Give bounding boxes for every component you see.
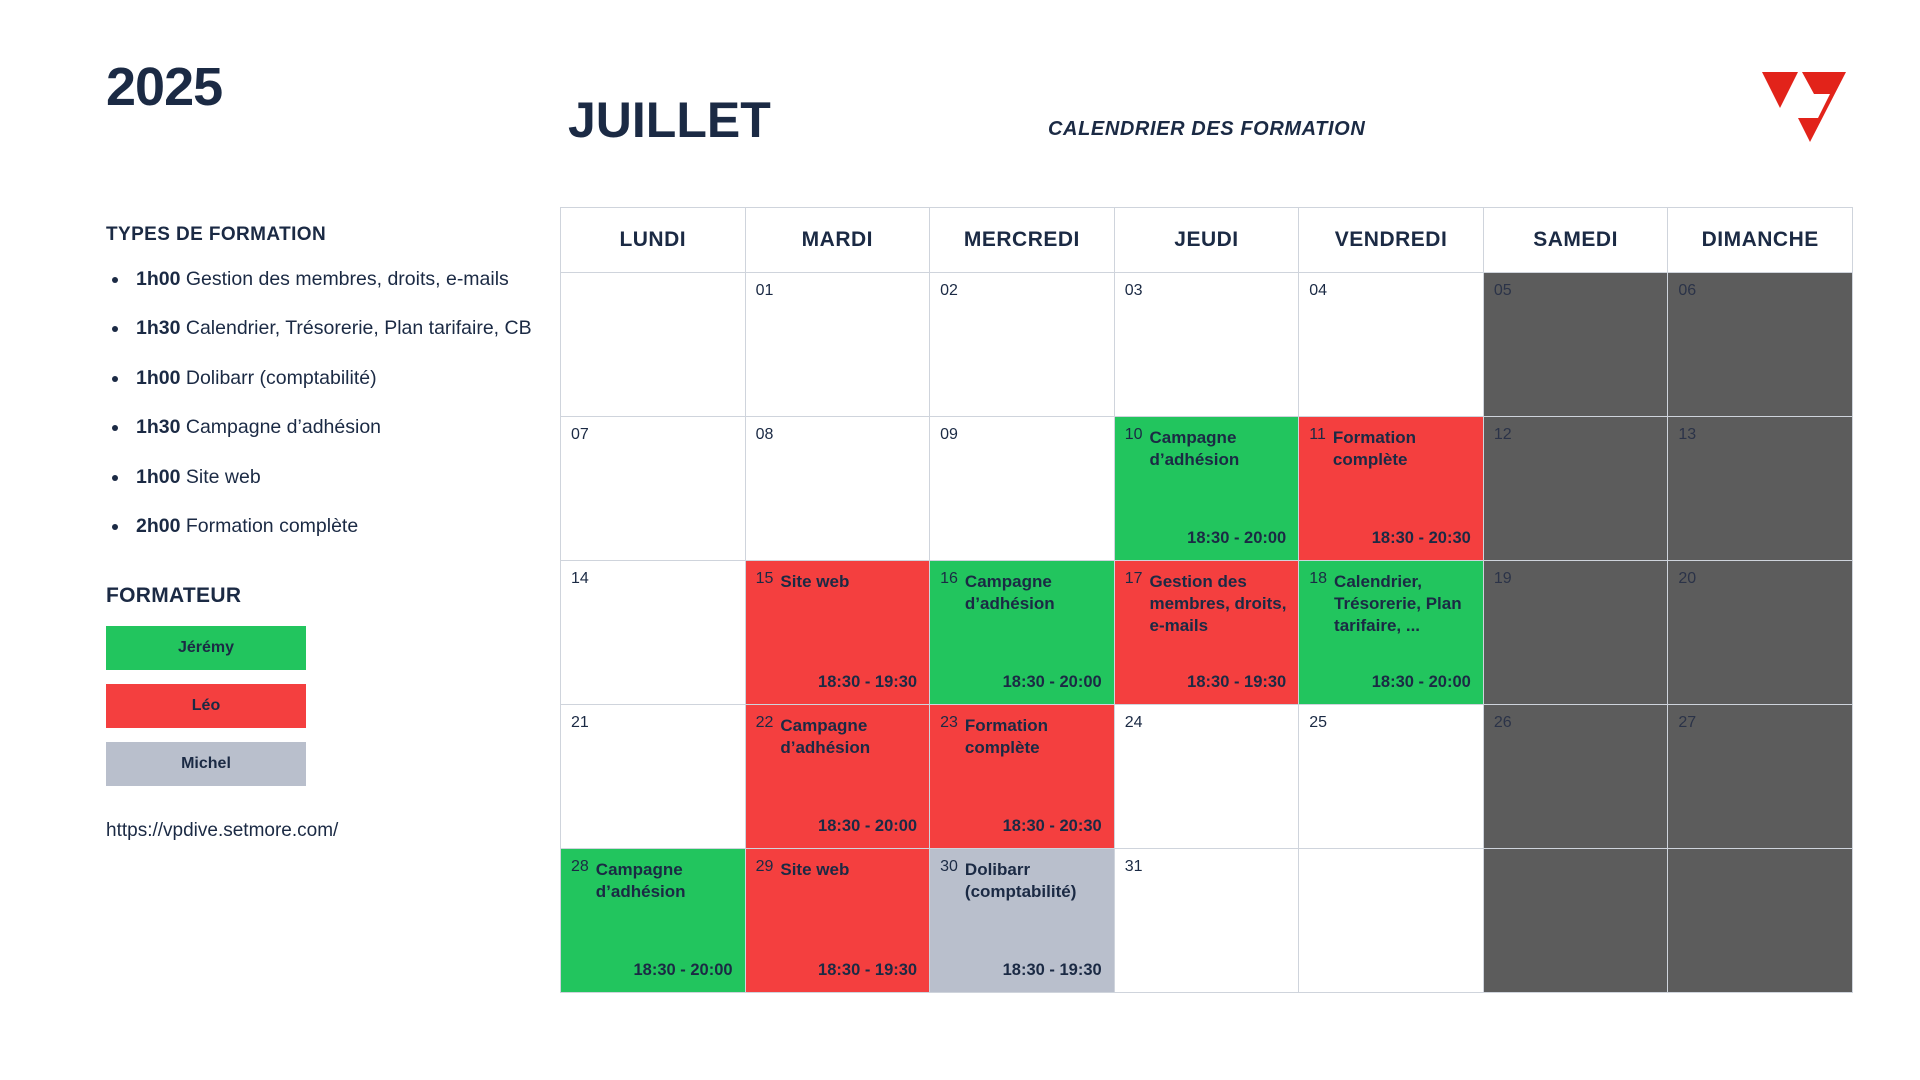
list-item — [110, 367, 570, 390]
day-number: 24 — [1124, 714, 1143, 731]
event-time: 18:30 - 19:30 — [818, 961, 918, 979]
calendar-day-cell[interactable] — [745, 417, 930, 561]
event-time: 18:30 - 20:00 — [818, 817, 918, 835]
day-cell-content — [746, 849, 930, 992]
calendar-weekday-header: VENDREDI — [1299, 208, 1484, 273]
event-title: Campagne d’adhésion — [780, 716, 871, 758]
calendar-day-cell[interactable] — [1483, 417, 1668, 561]
event-time: 18:30 - 20:30 — [1371, 529, 1471, 547]
day-number: 01 — [755, 282, 774, 299]
day-cell-content — [561, 273, 745, 416]
types-title: TYPES DE FORMATION — [106, 224, 327, 245]
day-cell-content — [1668, 705, 1852, 848]
event-title: Dolibarr (comptabilité) — [964, 860, 1077, 902]
calendar-day-cell[interactable] — [745, 705, 930, 849]
day-cell-content — [1299, 417, 1483, 560]
day-number: 28 — [571, 858, 589, 875]
event-title: Formation complète — [964, 716, 1049, 758]
list-item — [110, 268, 570, 291]
calendar-header-row — [561, 208, 1853, 273]
calendar-day-cell[interactable] — [1668, 849, 1853, 993]
calendar-week-row — [561, 417, 1853, 561]
calendar-day-cell[interactable] — [1299, 705, 1484, 849]
calendar-day-cell[interactable] — [561, 705, 746, 849]
day-cell-content — [1115, 273, 1299, 416]
event-time: 18:30 - 20:00 — [1187, 529, 1287, 547]
list-item — [110, 317, 570, 340]
day-number: 13 — [1678, 426, 1697, 443]
day-cell-content — [746, 561, 930, 704]
day-cell-content — [1115, 705, 1299, 848]
day-cell-content — [1484, 705, 1668, 848]
calendar-day-cell[interactable] — [930, 417, 1115, 561]
day-number: 29 — [755, 858, 774, 875]
day-number: 14 — [571, 570, 589, 587]
calendar-day-cell[interactable] — [1483, 273, 1668, 417]
calendar-day-cell[interactable] — [1299, 417, 1484, 561]
types-list — [110, 268, 570, 538]
booking-link[interactable]: https://vpdive.setmore.com/ — [106, 820, 339, 842]
day-cell-content — [930, 417, 1114, 560]
day-cell-content — [561, 417, 745, 560]
type-label: Calendrier, Trésorerie, Plan tarifaire, CB — [180, 317, 532, 340]
calendar-day-cell[interactable] — [1299, 849, 1484, 993]
list-item — [110, 416, 570, 439]
event-title: Campagne d’adhésion — [964, 572, 1055, 614]
type-label: Campagne d’adhésion — [180, 416, 382, 439]
event-title: Site web — [780, 572, 850, 591]
type-label: Site web — [180, 465, 261, 488]
calendar-day-cell[interactable] — [745, 273, 930, 417]
calendar-day-cell[interactable] — [1114, 849, 1299, 993]
calendar-day-cell[interactable] — [1299, 273, 1484, 417]
day-cell-content — [930, 849, 1114, 992]
day-number: 06 — [1678, 282, 1697, 299]
day-cell-content — [1668, 561, 1852, 704]
day-number: 25 — [1309, 714, 1328, 731]
day-number: 02 — [940, 282, 958, 299]
day-number: 16 — [940, 570, 958, 587]
day-number: 08 — [755, 426, 774, 443]
day-number: 03 — [1124, 282, 1143, 299]
calendar-week-row — [561, 273, 1853, 417]
day-cell-content — [930, 561, 1114, 704]
day-cell-content — [1484, 849, 1668, 992]
event-time: 18:30 - 20:30 — [1002, 817, 1102, 835]
event-title: Gestion des membres, droits, e-mails — [1149, 572, 1287, 636]
type-duration: 1h00 — [136, 465, 181, 488]
day-number: 10 — [1124, 426, 1143, 443]
type-duration: 1h30 — [136, 416, 181, 439]
day-cell-content — [746, 417, 930, 560]
day-number: 07 — [571, 426, 589, 443]
day-number: 27 — [1678, 714, 1697, 731]
event-title: Formation complète — [1332, 428, 1416, 470]
calendar-week-row — [561, 561, 1853, 705]
calendar-day-cell[interactable] — [745, 561, 930, 705]
calendar-day-cell[interactable] — [930, 705, 1115, 849]
event-time: 18:30 - 20:00 — [1002, 673, 1102, 691]
calendar-weekday-header: MERCREDI — [930, 208, 1115, 273]
calendar-day-cell[interactable] — [1668, 705, 1853, 849]
event-title: Campagne d’adhésion — [595, 860, 686, 902]
trainer-chip[interactable] — [106, 684, 306, 728]
calendar-day-cell[interactable] — [1114, 417, 1299, 561]
day-number: 23 — [940, 714, 958, 731]
calendar-day-cell[interactable] — [1483, 849, 1668, 993]
calendar-day-cell[interactable] — [1668, 417, 1853, 561]
calendar-day-cell[interactable] — [1668, 561, 1853, 705]
calendar-weekday-header: LUNDI — [561, 208, 746, 273]
calendar-day-cell[interactable] — [1483, 705, 1668, 849]
page-year: 2025 — [106, 57, 223, 117]
calendar-table — [560, 207, 1853, 993]
page-subtitle: CALENDRIER DES FORMATION — [1048, 118, 1366, 140]
event-title: Site web — [780, 860, 850, 879]
event-time: 18:30 - 19:30 — [1187, 673, 1287, 691]
day-cell-content — [746, 273, 930, 416]
trainer-list — [106, 626, 570, 786]
calendar-day-cell[interactable] — [930, 561, 1115, 705]
day-cell-content — [1115, 561, 1299, 704]
calendar-day-cell[interactable] — [1114, 705, 1299, 849]
day-cell-content — [561, 705, 745, 848]
type-duration: 1h00 — [136, 366, 181, 389]
day-number: 18 — [1309, 570, 1328, 587]
day-number: 26 — [1493, 714, 1512, 731]
trainer-title: FORMATEUR — [106, 584, 242, 608]
day-number: 12 — [1493, 426, 1512, 443]
page-title: JUILLET — [568, 92, 771, 148]
day-cell-content — [746, 705, 930, 848]
calendar-week-row — [561, 849, 1853, 993]
list-item — [110, 515, 570, 538]
vp-logo-icon — [1758, 68, 1850, 146]
day-cell-content — [930, 705, 1114, 848]
event-time: 18:30 - 20:00 — [1371, 673, 1471, 691]
calendar-day-cell[interactable] — [561, 273, 746, 417]
type-label: Dolibarr (comptabilité) — [180, 366, 377, 389]
type-label: Formation complète — [180, 514, 359, 537]
day-cell-content — [1484, 561, 1668, 704]
trainer-chip[interactable] — [106, 742, 306, 786]
day-number: 21 — [571, 714, 589, 731]
day-cell-content — [1299, 561, 1483, 704]
day-number: 11 — [1309, 426, 1326, 443]
calendar-day-cell[interactable] — [561, 417, 746, 561]
day-number: 15 — [755, 570, 774, 587]
event-time: 18:30 - 19:30 — [1002, 961, 1102, 979]
calendar-weekday-header: JEUDI — [1114, 208, 1299, 273]
type-duration: 1h30 — [136, 317, 181, 340]
day-number: 31 — [1124, 858, 1143, 875]
calendar-day-cell[interactable] — [1114, 273, 1299, 417]
calendar-day-cell[interactable] — [561, 561, 746, 705]
calendar-day-cell[interactable] — [930, 849, 1115, 993]
calendar-day-cell[interactable] — [1299, 561, 1484, 705]
day-cell-content — [1115, 849, 1299, 992]
day-cell-content — [561, 849, 745, 992]
day-cell-content — [1668, 417, 1852, 560]
type-duration: 1h00 — [136, 268, 181, 290]
day-cell-content — [1668, 273, 1852, 416]
calendar-weekday-header: DIMANCHE — [1668, 208, 1853, 273]
calendar-weekday-header: SAMEDI — [1483, 208, 1668, 273]
event-title: Calendrier, Trésorerie, Plan tarifaire, ... — [1334, 572, 1462, 636]
calendar-day-cell[interactable] — [930, 273, 1115, 417]
day-number: 19 — [1493, 570, 1512, 587]
day-number: 20 — [1678, 570, 1697, 587]
event-title: Campagne d’adhésion — [1149, 428, 1240, 470]
sidebar — [70, 57, 570, 842]
type-label: Gestion des membres, droits, e-mails — [180, 268, 509, 290]
trainer-name: Jérémy — [177, 639, 235, 657]
day-cell-content — [1115, 417, 1299, 560]
type-duration: 2h00 — [136, 514, 181, 537]
day-cell-content — [1299, 849, 1483, 992]
calendar-day-cell[interactable] — [745, 849, 930, 993]
trainer-chip[interactable] — [106, 626, 306, 670]
day-number: 09 — [940, 426, 958, 443]
day-cell-content — [930, 273, 1114, 416]
day-cell-content — [1299, 705, 1483, 848]
event-time: 18:30 - 20:00 — [633, 961, 733, 979]
day-number: 05 — [1493, 282, 1512, 299]
day-cell-content — [1299, 273, 1483, 416]
trainer-name: Michel — [181, 755, 231, 773]
day-cell-content — [1668, 849, 1852, 992]
calendar-day-cell[interactable] — [1668, 273, 1853, 417]
day-number: 04 — [1309, 282, 1328, 299]
list-item — [110, 466, 570, 489]
calendar-day-cell[interactable] — [561, 849, 746, 993]
calendar-weekday-header: MARDI — [745, 208, 930, 273]
day-cell-content — [1484, 417, 1668, 560]
calendar-day-cell[interactable] — [1483, 561, 1668, 705]
day-number: 30 — [940, 858, 958, 875]
day-number: 17 — [1124, 570, 1143, 587]
day-number: 22 — [755, 714, 774, 731]
day-cell-content — [1484, 273, 1668, 416]
event-time: 18:30 - 19:30 — [818, 673, 918, 691]
calendar-body — [561, 273, 1853, 993]
calendar-day-cell[interactable] — [1114, 561, 1299, 705]
day-cell-content — [561, 561, 745, 704]
trainer-name: Léo — [191, 697, 221, 715]
calendar-week-row — [561, 705, 1853, 849]
